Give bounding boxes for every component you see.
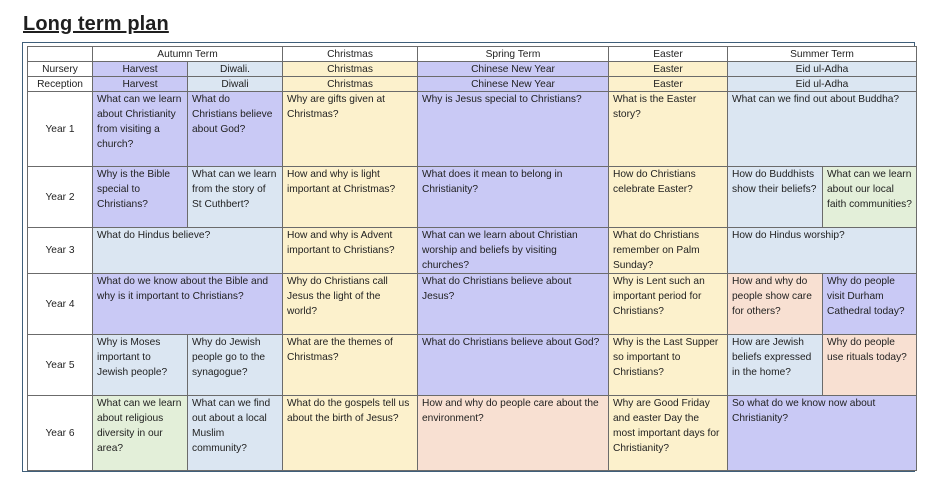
cell-summer-1: How are Jewish beliefs expressed in the home? bbox=[728, 335, 823, 396]
cell-easter: Easter bbox=[609, 77, 728, 92]
cell-easter: What do Christians remember on Palm Sunday? bbox=[609, 228, 728, 274]
cell-summer-2: Why do people visit Durham Cathedral today? bbox=[823, 274, 917, 335]
row-year-4 bbox=[28, 274, 917, 335]
cell-autumn-1: Harvest bbox=[93, 77, 188, 92]
cell-easter: Why are Good Friday and easter Day the most important days for Christianity? bbox=[609, 396, 728, 471]
row-label: Year 1 bbox=[28, 92, 93, 167]
cell-autumn-2: Why do Jewish people go to the synagogue? bbox=[188, 335, 283, 396]
cell-spring: Chinese New Year bbox=[418, 62, 609, 77]
cell-autumn-2: Diwali bbox=[188, 77, 283, 92]
cell-spring: What does it mean to belong in Christianity? bbox=[418, 167, 609, 228]
cell-spring: What do Christians believe about Jesus? bbox=[418, 274, 609, 335]
cell-spring: Chinese New Year bbox=[418, 77, 609, 92]
corner-cell bbox=[28, 47, 93, 62]
cell-summer: Eid ul-Adha bbox=[728, 62, 917, 77]
cell-christmas: Christmas bbox=[283, 77, 418, 92]
cell-spring: How and why do people care about the environment? bbox=[418, 396, 609, 471]
cell-summer-1: How do Buddhists show their beliefs? bbox=[728, 167, 823, 228]
cell-christmas: Why are gifts given at Christmas? bbox=[283, 92, 418, 167]
cell-spring: What do Christians believe about God? bbox=[418, 335, 609, 396]
cell-autumn-2: What can we find out about a local Muslim community? bbox=[188, 396, 283, 471]
cell-christmas: What do the gospels tell us about the birth of Jesus? bbox=[283, 396, 418, 471]
row-label: Nursery bbox=[28, 62, 93, 77]
cell-summer: So what do we know now about Christianity? bbox=[728, 396, 917, 471]
cell-summer-2: Why do people use rituals today? bbox=[823, 335, 917, 396]
cell-christmas: What are the themes of Christmas? bbox=[283, 335, 418, 396]
cell-christmas: Christmas bbox=[283, 62, 418, 77]
cell-easter: Why is Lent such an important period for Christians? bbox=[609, 274, 728, 335]
cell-autumn-1: What can we learn about religious diversity in our area? bbox=[93, 396, 188, 471]
cell-autumn-1: Why is Moses important to Jewish people? bbox=[93, 335, 188, 396]
row-year-3 bbox=[28, 228, 917, 274]
cell-autumn-2: Diwali. bbox=[188, 62, 283, 77]
page-title: Long term plan bbox=[23, 13, 169, 35]
cell-autumn: What do we know about the Bible and why is it important to Christians? bbox=[93, 274, 283, 335]
cell-autumn-1: Why is the Bible special to Christians? bbox=[93, 167, 188, 228]
long-term-plan-table bbox=[27, 46, 917, 471]
cell-autumn-2: What can we learn from the story of St Cuthbert? bbox=[188, 167, 283, 228]
cell-summer: What can we find out about Buddha? bbox=[728, 92, 917, 167]
header-christmas: Christmas bbox=[283, 47, 418, 62]
cell-easter: What is the Easter story? bbox=[609, 92, 728, 167]
row-year-1 bbox=[28, 92, 917, 167]
header-summer-term: Summer Term bbox=[728, 47, 917, 62]
cell-summer-2: What can we learn about our local faith communities? bbox=[823, 167, 917, 228]
cell-easter: Easter bbox=[609, 62, 728, 77]
row-label: Year 3 bbox=[28, 228, 93, 274]
row-year-6 bbox=[28, 396, 917, 471]
cell-easter: How do Christians celebrate Easter? bbox=[609, 167, 728, 228]
cell-autumn-1: Harvest bbox=[93, 62, 188, 77]
row-label: Year 2 bbox=[28, 167, 93, 228]
header-autumn-term: Autumn Term bbox=[93, 47, 283, 62]
header-row bbox=[28, 47, 917, 62]
cell-autumn-2: What do Christians believe about God? bbox=[188, 92, 283, 167]
row-nursery bbox=[28, 62, 917, 77]
row-reception bbox=[28, 77, 917, 92]
cell-summer-1: How and why do people show care for others? bbox=[728, 274, 823, 335]
row-label: Year 5 bbox=[28, 335, 93, 396]
row-label: Year 6 bbox=[28, 396, 93, 471]
row-year-5 bbox=[28, 335, 917, 396]
row-label: Year 4 bbox=[28, 274, 93, 335]
cell-summer: How do Hindus worship? bbox=[728, 228, 917, 274]
row-year-2 bbox=[28, 167, 917, 228]
cell-easter: Why is the Last Supper so important to Christians? bbox=[609, 335, 728, 396]
cell-christmas: Why do Christians call Jesus the light of the world? bbox=[283, 274, 418, 335]
cell-christmas: How and why is Advent important to Christians? bbox=[283, 228, 418, 274]
row-label: Reception bbox=[28, 77, 93, 92]
cell-autumn: What do Hindus believe? bbox=[93, 228, 283, 274]
cell-spring: What can we learn about Christian worship and beliefs by visiting churches? bbox=[418, 228, 609, 274]
cell-spring: Why is Jesus special to Christians? bbox=[418, 92, 609, 167]
cell-summer: Eid ul-Adha bbox=[728, 77, 917, 92]
header-spring-term: Spring Term bbox=[418, 47, 609, 62]
cell-autumn-1: What can we learn about Christianity from visiting a church? bbox=[93, 92, 188, 167]
cell-christmas: How and why is light important at Christmas? bbox=[283, 167, 418, 228]
header-easter: Easter bbox=[609, 47, 728, 62]
